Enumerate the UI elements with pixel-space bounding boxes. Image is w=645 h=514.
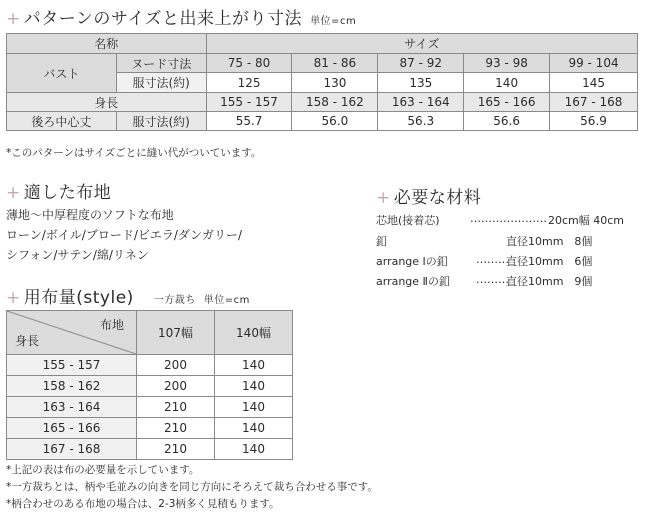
row-140: 140 [215,355,293,376]
material-spec: 直径10mm 8個 [506,235,593,248]
height-row [7,93,638,112]
material-item [376,212,638,228]
plus-icon: + [6,288,21,308]
back-label: 後ろ中心丈 [7,112,117,131]
plus-icon: + [376,188,391,208]
plus-icon: + [6,9,21,29]
nude-value: 87 - 92 [378,54,464,73]
nude-value: 93 - 98 [464,54,550,73]
row-107: 210 [137,418,215,439]
table-row [7,397,293,418]
size-note: *このパターンはサイズごとに縫い代がついています。 [6,147,262,159]
header-140: 140幅 [215,311,293,355]
nude-value: 81 - 86 [292,54,378,73]
clothes-label: 服寸法(約) [116,73,206,93]
row-107: 200 [137,376,215,397]
yardage-note: *上記の表は布の必要量を示しています。 [6,464,200,476]
materials-section-title: 必要な材料 [393,188,482,208]
yardage-note: *柄合わせのある布地の場合は、2-3柄多く見積もります。 [6,498,280,510]
row-107: 210 [137,439,215,460]
height-value: 155 - 157 [206,93,292,112]
material-name: arrange Ⅰの釦 [376,255,448,268]
material-name: 芯地(接着芯) [376,214,440,227]
row-107: 200 [137,355,215,376]
row-height: 167 - 168 [7,439,137,460]
bust-clothes-value: 125 [206,73,292,93]
yardage-unit: 単位=cm [203,295,250,306]
size-table [6,33,638,131]
back-value: 56.6 [464,112,550,131]
fabric-line: シフォン/サテン/綿/リネン [6,248,149,262]
row-height: 155 - 157 [7,355,137,376]
bust-label: バスト [7,54,117,93]
size-table-header-row [7,34,638,54]
back-clothes-label: 服寸法(約) [116,112,206,131]
header-107: 107幅 [137,311,215,355]
bust-clothes-value: 140 [464,73,550,93]
material-item [376,273,638,289]
table-row [7,376,293,397]
table-row [7,355,293,376]
fabric-section-title: 適した布地 [23,183,112,203]
material-spec: 20cm幅 40cm [548,214,625,227]
bust-clothes-value: 130 [292,73,378,93]
yardage-header-row [7,311,293,355]
material-item [376,233,638,249]
material-spec: 直径10mm 6個 [506,255,593,268]
yardage-section-heading [6,283,250,308]
height-label: 身長 [7,93,207,112]
diagonal-header [7,311,136,354]
row-140: 140 [215,439,293,460]
material-spec: 直径10mm 9個 [506,275,593,288]
material-name: arrange Ⅱの釦 [376,275,450,288]
nude-label: ヌード寸法 [116,54,206,73]
header-size: サイズ [206,34,637,54]
nude-value: 75 - 80 [206,54,292,73]
row-140: 140 [215,376,293,397]
back-value: 56.0 [292,112,378,131]
material-name: 釦 [376,235,387,248]
diagonal-header-cell [7,311,137,355]
nude-value: 99 - 104 [550,54,638,73]
bust-clothes-value: 135 [378,73,464,93]
material-item [376,253,638,269]
fabric-line: 薄地～中厚程度のソフトな布地 [6,208,174,222]
back-value: 56.9 [550,112,638,131]
header-name: 名称 [7,34,207,54]
yardage-note: *一方裁ちとは、柄や毛並みの向きを同じ方向にそろえて裁ち合わせる事です。 [6,481,378,493]
back-row [7,112,638,131]
back-value: 56.3 [378,112,464,131]
size-section-title: パターンのサイズと出来上がり寸法 [23,9,303,29]
row-height: 163 - 164 [7,397,137,418]
header-height: 身長 [15,334,40,348]
yardage-section-title: 用布量(style) [23,288,134,308]
height-value: 163 - 164 [378,93,464,112]
row-height: 158 - 162 [7,376,137,397]
table-row [7,418,293,439]
table-row [7,439,293,460]
row-140: 140 [215,418,293,439]
height-value: 165 - 166 [464,93,550,112]
size-section-heading [6,4,356,29]
yardage-table [6,310,293,460]
row-107: 210 [137,397,215,418]
material-dots: ……… [476,253,509,266]
plus-icon: + [6,183,21,203]
back-value: 55.7 [206,112,292,131]
height-value: 158 - 162 [292,93,378,112]
material-dots: ……… [476,273,509,286]
materials-section-heading [376,183,481,208]
bust-clothes-value: 145 [550,73,638,93]
row-140: 140 [215,397,293,418]
yardage-subtitle: 一方裁ち [153,295,196,306]
fabric-section-heading [6,178,111,203]
size-unit: 単位=cm [310,16,357,27]
fabric-line: ローン/ボイル/ブロード/ビエラ/ダンガリー/ [6,228,243,242]
nude-row [7,54,638,73]
height-value: 167 - 168 [550,93,638,112]
header-fabric: 布地 [99,318,124,332]
row-height: 165 - 166 [7,418,137,439]
material-dots: ………………… [470,212,547,225]
